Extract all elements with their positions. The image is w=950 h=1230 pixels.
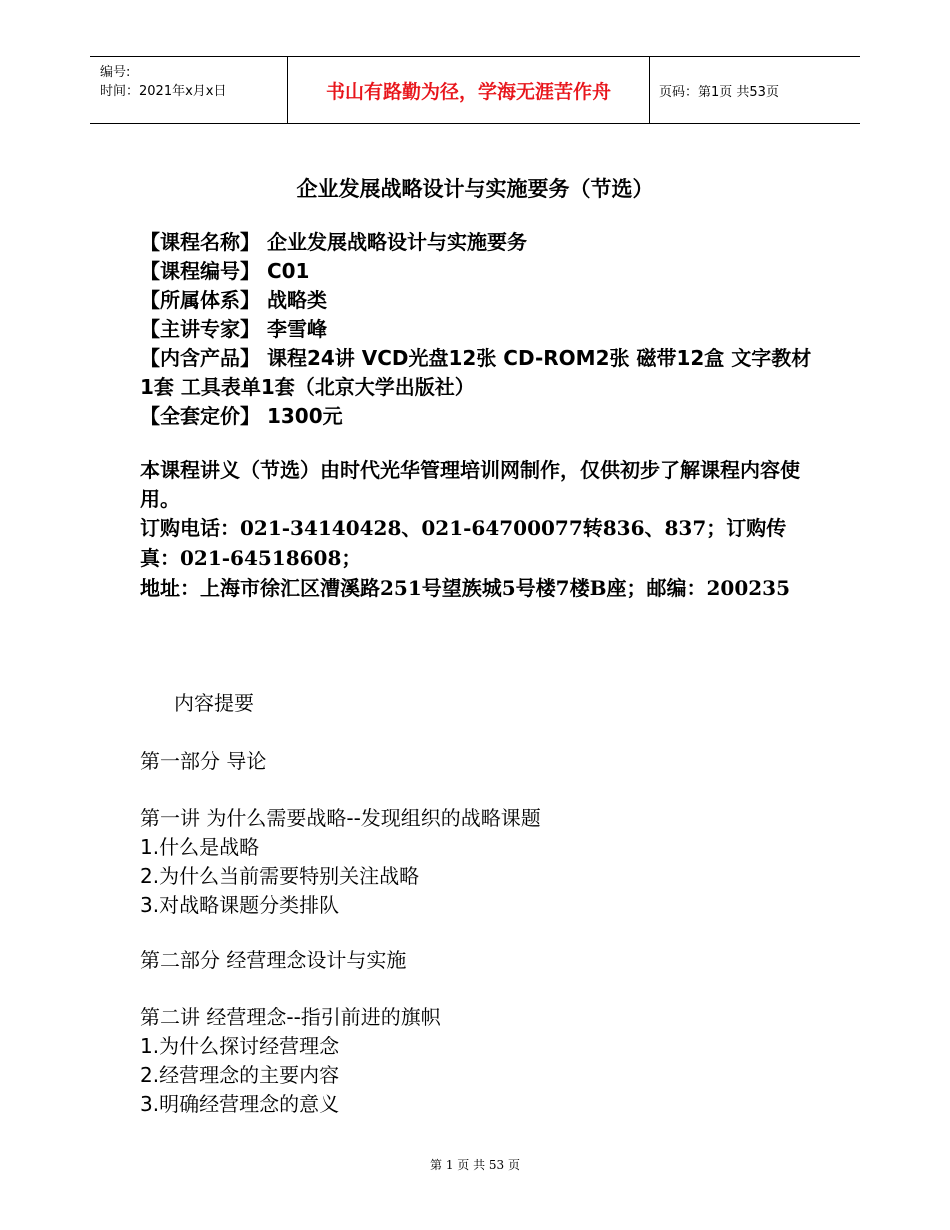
part2-heading: 第二部分 经营理念设计与实施 [140,948,407,972]
course-category-row: 【所属体系】 战略类 [140,288,327,312]
course-info-block [140,228,820,431]
course-lecturer-row: 【主讲专家】 李雪峰 [140,317,327,341]
course-name-row: 【课程名称】 企业发展战略设计与实施要务 [140,230,527,254]
page-footer: 第 1 页 共 53 页 [430,1158,520,1172]
lecture1-item: 2.为什么当前需要特别关注战略 [140,864,420,888]
lecture1-item: 1.什么是战略 [140,835,260,859]
lecture2-title: 第二讲 经营理念--指引前进的旗帜 [140,1005,441,1029]
lecture1-item: 3.对战略课题分类排队 [140,893,340,917]
contact-phone: 订购电话：021-34140428、021-64700077转836、837；订购传真：021-64518608； [140,516,787,570]
header-number-label: 编号: [100,65,131,80]
document-title: 企业发展战略设计与实施要务（节选） [296,177,654,201]
summary-heading: 内容提要 [174,691,254,715]
lecture1-block [140,804,840,920]
contact-address: 地址：上海市徐汇区漕溪路251号望族城5号楼7楼B座；邮编：200235 [140,576,790,600]
course-price-row: 【全套定价】 1300元 [140,404,343,428]
header-left-cell [90,57,287,123]
header-page-info: 页码：第1页 共53页 [659,84,779,100]
lecture2-item: 1.为什么探讨经营理念 [140,1034,340,1058]
notice-paragraph: 本课程讲义（节选）由时代光华管理培训网制作，仅供初步了解课程内容使用。 [140,458,800,511]
course-products-row: 【内含产品】 课程24讲 VCD光盘12张 CD-ROM2张 磁带12盒 文字教材1套 工具表单1套（北京大学出版社） [140,346,812,399]
header-motto: 书山有路勤为径，学海无涯苦作舟 [287,57,650,123]
part1-heading: 第一部分 导论 [140,749,267,773]
course-code-row: 【课程编号】 C01 [140,259,310,283]
lecture1-title: 第一讲 为什么需要战略--发现组织的战略课题 [140,806,541,830]
contact-block [140,513,820,603]
header-time-label: 时间：2021年x月x日 [100,84,227,99]
lecture2-block [140,1003,840,1119]
lecture2-item: 3.明确经营理念的意义 [140,1092,340,1116]
lecture2-item: 2.经营理念的主要内容 [140,1063,340,1087]
page-header [90,56,860,124]
